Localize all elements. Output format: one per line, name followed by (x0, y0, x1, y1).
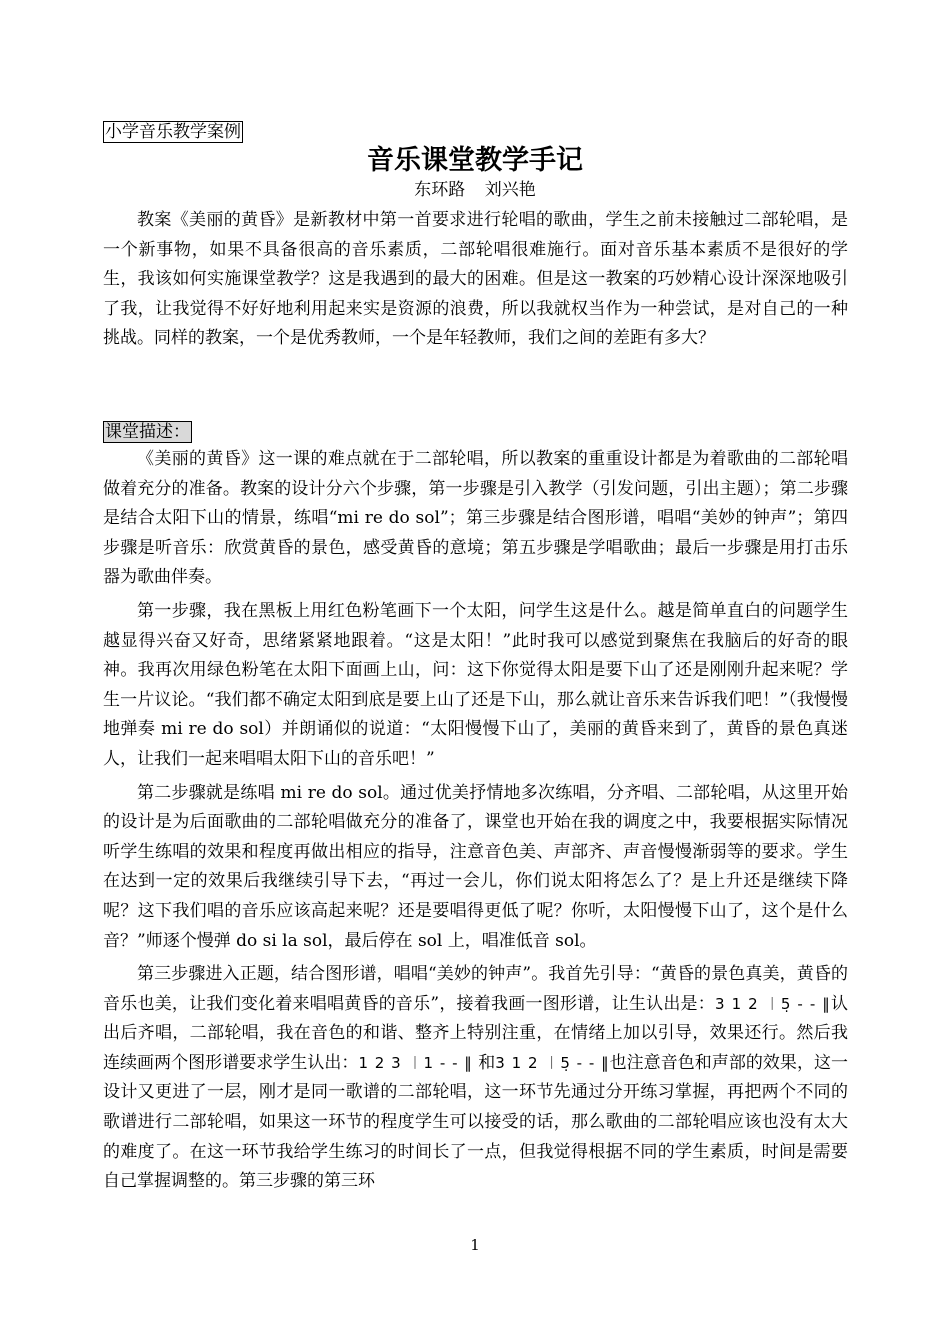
author-byline: 东环路 刘兴艳 (414, 180, 536, 200)
section-body (103, 445, 848, 1197)
paragraph-step2: 第二步骤就是练唱 mi re do sol。通过优美抒情地多次练唱，分齐唱、二部轮唱，从这里开始的设计是为后面歌曲的二部轮唱做充分的准备了，课堂也开始在我的调度之中，我要根据实际情况听学生练唱的效果和程度再做出相应的指导，注意音色美、声部齐、声音慢慢渐弱等的要求。学生在达到一定的效果后我继续引导下去，“再过一会儿，你们说太阳将怎么了？是上升还是继续下降呢？这下我们唱的音乐应该高起来呢？还是要唱得更低了呢？你听，太阳慢慢下山了，这个是什么音？”师逐个慢弹 do si la sol，最后停在 sol 上，唱准低音 sol。 (103, 782, 848, 951)
step3-text-1: 第三步骤进入正题，结合图形谱，唱唱“美妙的钟声”。我首先引导：“黄昏的景色真美，黄昏的音乐也美，让我们变化着来唱唱黄昏的音乐”，接着我画一图形谱，让生认出是： (103, 964, 848, 1014)
intro-section (103, 206, 848, 354)
notation-2: 1 2 3 ︱1 - - ‖ (358, 1053, 473, 1072)
step3-and: 和 (472, 1052, 496, 1073)
notation-3: 3 1 2 ︱5̣ - - ‖ (495, 1053, 610, 1072)
step3-text-3: 也注意音色和声部的效果，这一设计又更进了一层，刚才是同一歌谱的二部轮唱，这一环节先通过分开练习掌握，再把两个不同的歌谱进行二部轮唱，如果这一环节的程度学生可以接受的话，那么歌曲的二部轮唱应该也没有太大的难度了。在这一环节我给学生练习的时间长了一点，但我觉得根据不同的学生素质，时间是需要自己掌握调整的。第三步骤的第三环 (103, 1052, 849, 1192)
section-heading: 课堂描述： (105, 422, 190, 442)
document-title: 音乐课堂教学手记 (367, 145, 583, 176)
step3-text-2: 认出后齐唱，二部轮唱，我在音色的和谐、整齐上特别注重，在情绪上加以引导，效果还行。然后我连续画两个图形谱要求学生认出： (103, 993, 848, 1073)
paragraph-step1: 第一步骤，我在黑板上用红色粉笔画下一个太阳，问学生这是什么。越是简单直白的问题学生越显得兴奋又好奇，思绪紧紧地跟着。“这是太阳！”此时我可以感觉到聚焦在我脑后的好奇的眼神。我再次用绿色粉笔在太阳下面画上山，问：这下你觉得太阳是要下山了还是刚刚升起来呢？学生一片议论。“我们都不确定太阳到底是要上山了还是下山，那么就让音乐来告诉我们吧！”（我慢慢地弹奏 mi re do sol）并朗诵似的说道：“太阳慢慢下山了，美丽的黄昏来到了，黄昏的景色真迷人，让我们一起来唱唱太阳下山的音乐吧！” (103, 600, 848, 769)
page-number: 1 (470, 1236, 480, 1254)
paragraph-step3 (103, 960, 848, 1197)
category-label: 小学音乐教学案例 (105, 122, 241, 142)
paragraph-overview: 《美丽的黄昏》这一课的难点就在于二部轮唱，所以教案的重重设计都是为着歌曲的二部轮唱做着充分的准备。教案的设计分六个步骤，第一步骤是引入教学（引发问题，引出主题）；第二步骤是结合太阳下山的情景，练唱“mi re do sol”；第三步骤是结合图形谱，唱唱“美妙的钟声”；第四步骤是听音乐：欣赏黄昏的景色，感受黄昏的意境；第五步骤是学唱歌曲；最后一步骤是用打击乐器为歌曲伴奏。 (103, 449, 848, 588)
notation-1: 3 1 2 ︱5̣ - - ‖ (715, 994, 831, 1013)
intro-paragraph: 教案《美丽的黄昏》是新教材中第一首要求进行轮唱的歌曲，学生之前未接触过二部轮唱，是一个新事物，如果不具备很高的音乐素质，二部轮唱很难施行。面对音乐基本素质不是很好的学生，我该如何实施课堂教学？这是我遇到的最大的困难。但是这一教案的巧妙精心设计深深地吸引了我，让我觉得不好好地利用起来实是资源的浪费，所以我就权当作为一种尝试，是对自己的一种挑战。同样的教案，一个是优秀教师，一个是年轻教师，我们之间的差距有多大？ (103, 210, 848, 349)
